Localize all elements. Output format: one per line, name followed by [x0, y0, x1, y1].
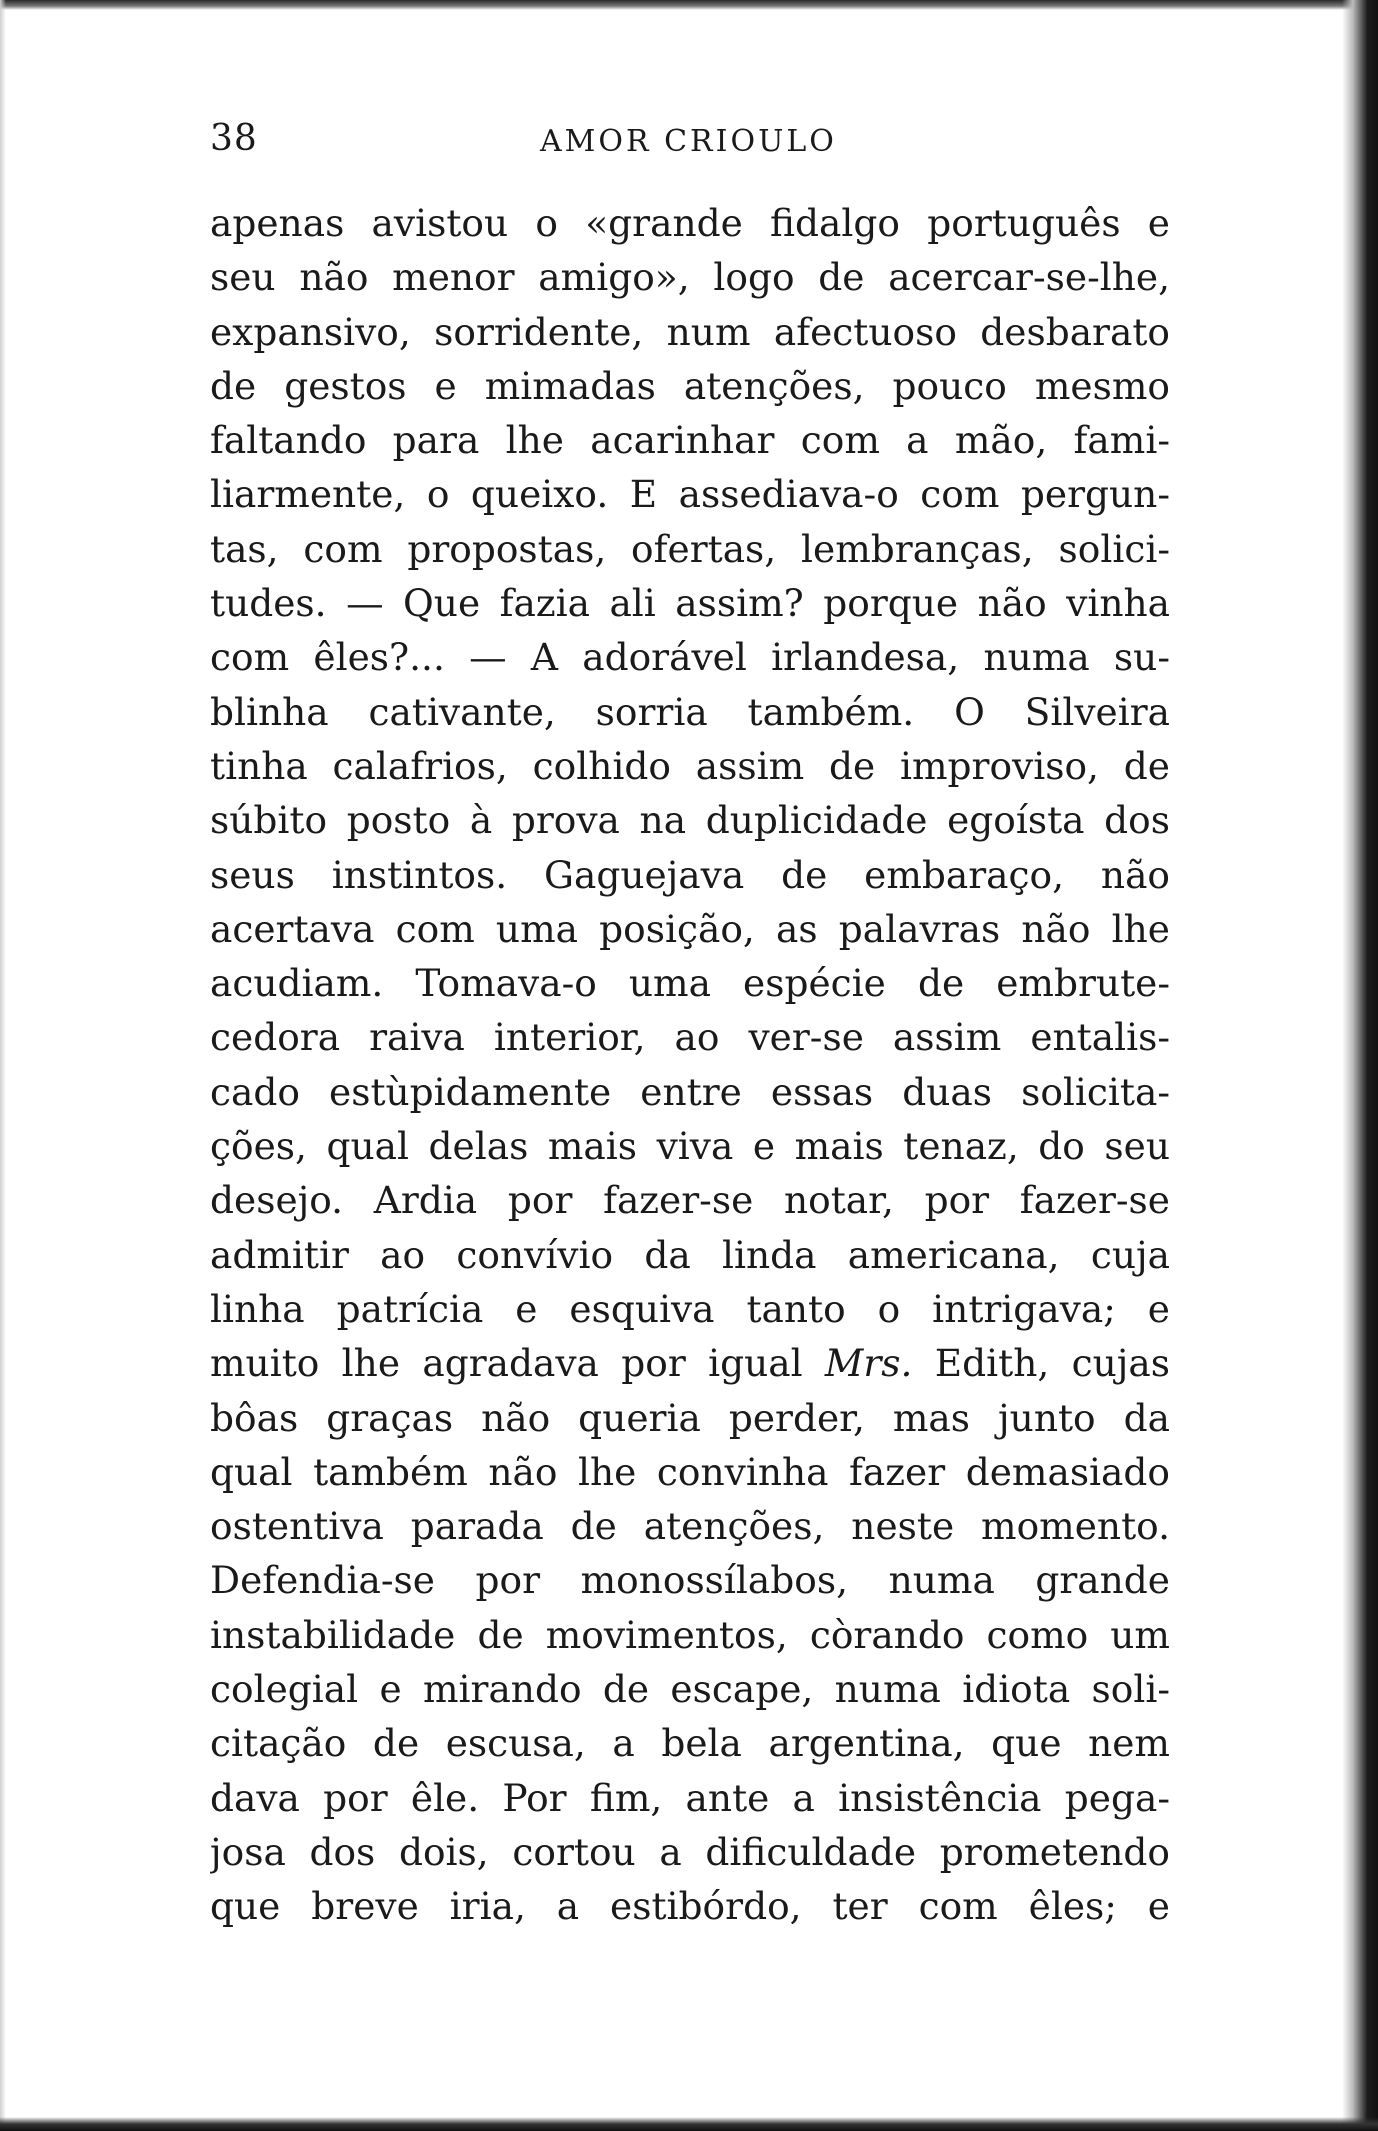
text-line: linha patrícia e esquiva tanto o intrigava; e [210, 1286, 1170, 1331]
text-line: ostentiva parada de atenções, neste momento. [210, 1504, 1170, 1549]
text-line: tas, com propostas, ofertas, lembranças, solici- [210, 526, 1170, 571]
text-line: tinha calafrios, colhido assim de improviso, de [210, 743, 1170, 788]
text-line: liarmente, o queixo. E assediava-o com pergun- [210, 472, 1170, 517]
text-line: admitir ao convívio da linda americana, cuja [210, 1232, 1170, 1277]
text-line: qual também não lhe convinha fazer demasiado [210, 1449, 1170, 1494]
text-line: cedora raiva interior, ao ver-se assim entalis- [210, 1015, 1170, 1060]
text-line: dava por êle. Por fim, ante a insistência pega- [210, 1775, 1170, 1820]
text-line: acudiam. Tomava-o uma espécie de embrute- [210, 961, 1170, 1006]
text-line: josa dos dois, cortou a dificuldade prometendo [210, 1829, 1170, 1874]
text-line: seus instintos. Gaguejava de embaraço, não [210, 852, 1170, 897]
text-line: que breve iria, a estibórdo, ter com êles; e [210, 1884, 1170, 1929]
text-line: citação de escusa, a bela argentina, que nem [210, 1721, 1170, 1766]
scan-top-edge [0, 0, 1378, 10]
text-line: Defendia-se por monossílabos, numa grande [210, 1558, 1170, 1603]
text-line: bôas graças não queria perder, mas junto da [210, 1395, 1170, 1440]
text-line: desejo. Ardia por fazer-se notar, por fazer-se [210, 1178, 1170, 1223]
text-line: seu não menor amigo», logo de acercar-se-lhe, [210, 255, 1170, 300]
running-head [210, 118, 1170, 166]
text-line: de gestos e mimadas atenções, pouco mesmo [210, 363, 1170, 408]
text-line: colegial e mirando de escape, numa idiota soli- [210, 1667, 1170, 1712]
text-line: ções, qual delas mais viva e mais tenaz, do seu [210, 1124, 1170, 1169]
text-line: faltando para lhe acarinhar com a mão, fami- [210, 418, 1170, 463]
text-line: tudes. — Que fazia ali assim? porque não vinha [210, 581, 1170, 626]
body-text [210, 196, 1170, 1934]
text-line: súbito posto à prova na duplicidade egoísta dos [210, 798, 1170, 843]
text-line: instabilidade de movimentos, còrando como um [210, 1612, 1170, 1657]
scan-left-edge [0, 0, 6, 2131]
text-line: cado estùpidamente entre essas duas solicita- [210, 1069, 1170, 1114]
text-line: acertava com uma posição, as palavras não lhe [210, 906, 1170, 951]
running-title: AMOR CRIOULO [540, 124, 837, 159]
text-line: com êles?... — A adorável irlandesa, numa su- [210, 635, 1170, 680]
text-line: muito lhe agradava por igual Mrs. Edith, cujas [210, 1341, 1170, 1386]
scan-right-edge [1342, 0, 1378, 2131]
text-line: apenas avistou o «grande fidalgo português e [210, 201, 1170, 245]
scan-bottom-edge [0, 2117, 1378, 2131]
text-line: expansivo, sorridente, num afectuoso desbarato [210, 309, 1170, 354]
page-number: 38 [210, 118, 258, 159]
text-line: blinha cativante, sorria também. O Silveira [210, 689, 1170, 734]
